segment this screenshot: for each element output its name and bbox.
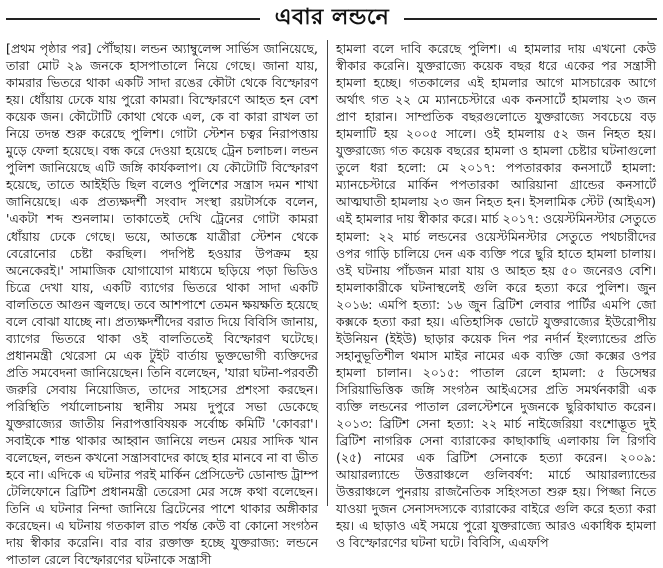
article-headline: এবার লন্ডনে bbox=[274, 5, 390, 30]
right-column bbox=[336, 40, 656, 551]
column-divider bbox=[327, 40, 328, 506]
left-column-text bbox=[6, 40, 318, 568]
continuation-label: [প্রথম পৃষ্ঠার পর] bbox=[6, 41, 92, 56]
headline-row bbox=[0, 0, 663, 38]
headline-rule-right bbox=[404, 18, 657, 20]
left-column-body: পৌঁছায়। লন্ডন অ্যাম্বুলেন্স সার্ভিস জানিয়েছে, তারা মোট ২৯ জনকে হাসপাতালে নিয়ে গেছে। জানা যায়, কামরার ভিতরে থাকা একটি সাদা রঙের কৌটা থেকে বিস্ফোরণ হয়। ধোঁয়ায় ঢেকে যায় পুরো কামরা। বিস্ফোরণে আহত হন বেশ কয়েক জন। কৌটোটি কোথা থেকে এল, কে বা কারা রাখল তা নিয়ে তদন্ত শুরু করেছে পুলিশ। গোটা স্টেশন চত্বর নিরাপত্তায় মুড়ে ফেলা হয়েছে। বন্ধ করে দেওয়া হয়েছে ট্রেন চলাচল। লন্ডন পুলিশ জানিয়েছে এটি জঙ্গি কার্যকলাপ। যে কৌটোটি বিস্ফোরণ হয়েছে, তাতে আইইডি ছিল বলেও পুলিশের সন্ত্রাস দমন শাখা জানিয়েছে। এক প্রত্যক্ষদর্শী সংবাদ সংস্থা রয়টার্সকে বলেন, 'একটা শব্দ শুনলাম। তাকাতেই দেখি ট্রেনের গোটা কামরা ধোঁয়ায় ঢেকে গেছে। ভয়ে, আতঙ্কে যাত্রীরা স্টেশন থেকে বেরোনোর চেষ্টা করছিল। পদপিষ্ট হওয়ার উপক্রম হয় অনেকেরই।' সামাজিক যোগাযোগ মাধ্যমে ছড়িয়ে পড়া ভিডিও চিত্রে দেখা যায়, একটি ব্যাগের ভিতরে থাকা সাদা একটি বালতিতে আগুন জ্বলছে। তবে আশপাশে তেমন ক্ষয়ক্ষতি হয়েছে বলে বোঝা যাচ্ছে না। প্রত্যক্ষদর্শীদের বরাত দিয়ে বিবিসি জানায়, ব্যাগের ভিতরে থাকা ওই বালতিতেই বিস্ফোরণ ঘটেছে। প্রধানমন্ত্রী থেরেসা মে এক টুইট বার্তায় ভুক্তভোগী ব্যক্তিদের প্রতি সমবেদনা জানিয়েছেন। তিনি বলেছেন, 'যারা ঘটনা-পরবর্তী জরুরি সেবায় নিয়োজিত, তাদের সাহসের প্রশংসা করছেন। পরিস্থিতি পর্যালোচনায় স্থানীয় সময় দুপুরে সভা ডেকেছে যুক্তরাজ্যের জাতীয় নিরাপত্তাবিষয়ক সর্বোচ্চ কমিটি 'কোবরা'। সবাইকে শান্ত থাকার আহ্বান জানিয়ে লন্ডন মেয়র সাদিক খান বলেছেন, লন্ডন কখনো সন্ত্রাসবাদের কাছে হার মানবে না বা ভীত হবে না। এদিকে এ ঘটনার পরই মার্কিন প্রেসিডেন্ট ডোনাল্ড ট্রাম্প টেলিফোনে ব্রিটিশ প্রধানমন্ত্রী তেরেসা মের সঙ্গে কথা বলেছেন। তিনি এ ঘটনার নিন্দা জানিয়ে ব্রিটেনের পাশে থাকার অঙ্গীকার করেছেন। এ ঘটনায় গতকাল রাত পর্যন্ত কেউ বা কোনো সংগঠন দায় স্বীকার করেনি। বার বার রক্তাক্ত হচ্ছে যুক্তরাজ্য: লন্ডনে পাতাল রেলে বিস্ফোরণের ঘটনাকে সন্ত্রাসী bbox=[6, 41, 318, 568]
right-column-body: হামলা বলে দাবি করেছে পুলিশ। এ হামলার দায় এখনো কেউ স্বীকার করেনি। যুক্তরাজ্যে কয়েক বছর ধরে একের পর সন্ত্রাসী হামলা হচ্ছে। গতকালের এই হামলার আগে মাসচারেক আগে অর্থাৎ গত ২২ মে ম্যানচেস্টারে এক কনসার্টে হামলায় ২৩ জন প্রাণ হারান। সাম্প্রতিক বছরগুলোতে যুক্তরাজ্যে সবচেয়ে বড় হামলাটি হয় ২০০৫ সালে। ওই হামলায় ৫২ জন নিহত হয়। যুক্তরাজ্যে গত কয়েক বছরের হামলা ও হামলা চেষ্টার ঘটনাগুলো তুলে ধরা হলো: মে ২০১৭: পপতারকার কনসার্টে হামলা: ম্যানচেস্টারে মার্কিন পপতারকা আরিয়ানা গ্রান্ডের কনসার্টে আত্মঘাতী হামলায় ২৩ জন নিহত হন। ইসলামিক স্টেট (আইএস) এই হামলার দায় স্বীকার করে। মার্চ ২০১৭: ওয়েস্টমিনস্টার সেতুতে হামলা: ২২ মার্চ লন্ডনের ওয়েস্টমিনস্টার সেতুতে পথচারীদের ওপর গাড়ি চালিয়ে দেন এক ব্যক্তি পরে ছুরি হাতে হামলা চালায়। ওই ঘটনায় পাঁচজন মারা যায় ও আহত হয় ৫০ জনেরও বেশি। হামলাকারীকে ঘটনাস্থলেই গুলি করে হত্যা করে পুলিশ। জুন ২০১৬: এমপি হত্যা: ১৬ জুন ব্রিটিশ লেবার পার্টির এমপি জো কক্সকে হত্যা করা হয়। এতিহাসিক ভোটে যুক্তরাজ্যের ইউরোপীয় ইউনিয়ন (ইইউ) ছাড়ার কয়েক দিন পর নর্দার্ন ইংল্যান্ডের প্রতি সহানুভূতিশীল থমাস মাইর নামের এক ব্যক্তি জো কক্সের ওপর হামলা চালান। ২০১৫: পাতাল রেলে হামলা: ৫ ডিসেম্বর সিরিয়াভিত্তিক জঙ্গি সংগঠন আইএসের প্রতি সমর্থনকারী এক ব্যক্তি লন্ডনের পাতাল রেলস্টেশনে দুজনকে ছুরিকাঘাত করেন। ২০১৩: ব্রিটিশ সেনা হত্যা: ২২ মার্চ নাইজেরিয়া বংশোদ্ভূত দুই ব্রিটিশ নাগরিক সেনা ব্যারাকের কাছাকাছি এলাকায় লি রিগবি (২৫) নামের এক ব্রিটিশ সেনাকে হত্যা করেন। ২০০৯: আয়ারল্যান্ডে উত্তরাঞ্চলে গুলিবর্ষণ: মার্চে আয়ারল্যান্ডের উত্তরাঞ্চলে পুনরায় রাজনৈতিক সহিংসতা শুরু হয়। পিজ্জা নিতে যাওয়া দুজন সেনাসদস্যকে ব্যারাকের বাইরে গুলি করে হত্যা করা হয়। এ ছাড়াও এই সময়ে পুরো যুক্তরাজ্যে আরও একাধিক হামলা ও বিস্ফোরণের ঘটনা ঘটে। বিবিসি, এএফপি bbox=[336, 41, 656, 551]
left-column bbox=[6, 40, 318, 568]
headline-rule-left bbox=[6, 18, 260, 20]
